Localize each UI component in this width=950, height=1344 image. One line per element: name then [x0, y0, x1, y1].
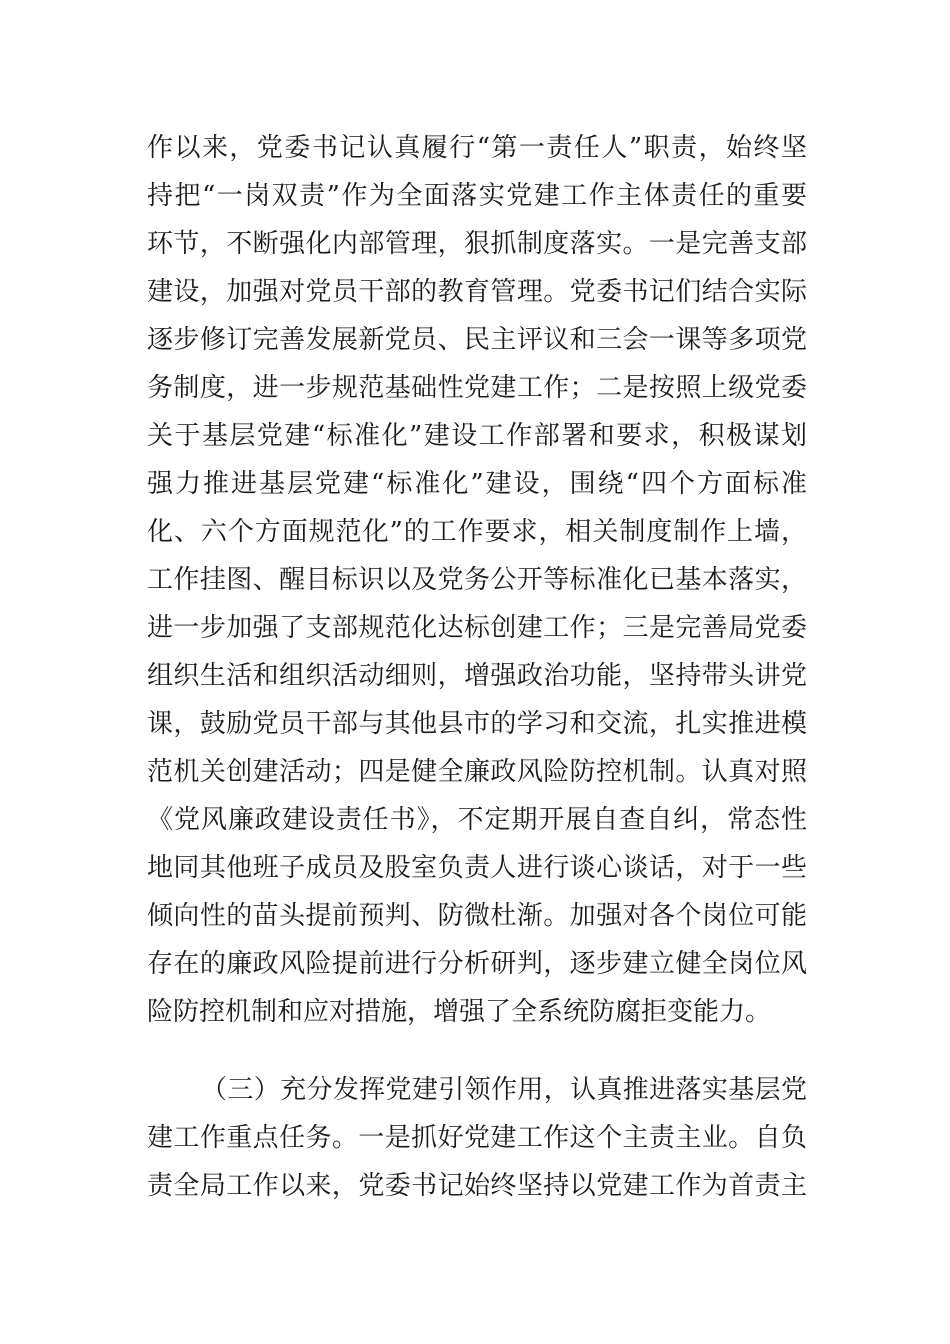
text-line: 进一步加强了支部规范化达标创建工作；三是完善局党委 [147, 613, 807, 643]
text-line: 持把“一岗双责”作为全面落实党建工作主体责任的重要 [147, 181, 807, 211]
paragraph-1 [147, 124, 807, 1036]
text-line: 建工作重点任务。一是抓好党建工作这个主责主业。自负 [147, 1123, 807, 1153]
text-line: 强力推进基层党建“标准化”建设，围绕“四个方面标准 [147, 469, 807, 499]
text-line: 范机关创建活动；四是健全廉政风险防控机制。认真对照 [147, 757, 807, 787]
text-line: 责全局工作以来，党委书记始终坚持以党建工作为首责主 [147, 1171, 807, 1201]
text-line: 逐步修订完善发展新党员、民主评议和三会一课等多项党 [147, 325, 807, 355]
text-line: 倾向性的苗头提前预判、防微杜渐。加强对各个岗位可能 [147, 901, 807, 931]
text-line: 建设，加强对党员干部的教育管理。党委书记们结合实际 [147, 277, 807, 307]
text-line: 《党风廉政建设责任书》，不定期开展自查自纠，常态性 [147, 805, 807, 835]
text-line: 务制度，进一步规范基础性党建工作；二是按照上级党委 [147, 373, 807, 403]
text-line: 关于基层党建“标准化”建设工作部署和要求，积极谋划 [147, 421, 807, 451]
text-line: 险防控机制和应对措施，增强了全系统防腐拒变能力。 [147, 997, 772, 1027]
paragraph-2 [147, 1066, 807, 1210]
text-line: 课，鼓励党员干部与其他县市的学习和交流，扎实推进模 [147, 709, 807, 739]
text-line: 地同其他班子成员及股室负责人进行谈心谈话，对于一些 [147, 853, 807, 883]
text-line: 组织生活和组织活动细则，增强政治功能，坚持带头讲党 [147, 661, 807, 691]
text-line: （三）充分发挥党建引领作用，认真推进落实基层党 [201, 1075, 807, 1105]
text-line: 化、六个方面规范化”的工作要求，相关制度制作上墙， [147, 517, 807, 547]
text-line: 作以来，党委书记认真履行“第一责任人”职责，始终坚 [147, 133, 807, 163]
text-line: 存在的廉政风险提前进行分析研判，逐步建立健全岗位风 [147, 949, 807, 979]
text-line: 工作挂图、醒目标识以及党务公开等标准化已基本落实， [147, 565, 807, 595]
text-line: 环节，不断强化内部管理，狠抓制度落实。一是完善支部 [147, 229, 807, 259]
